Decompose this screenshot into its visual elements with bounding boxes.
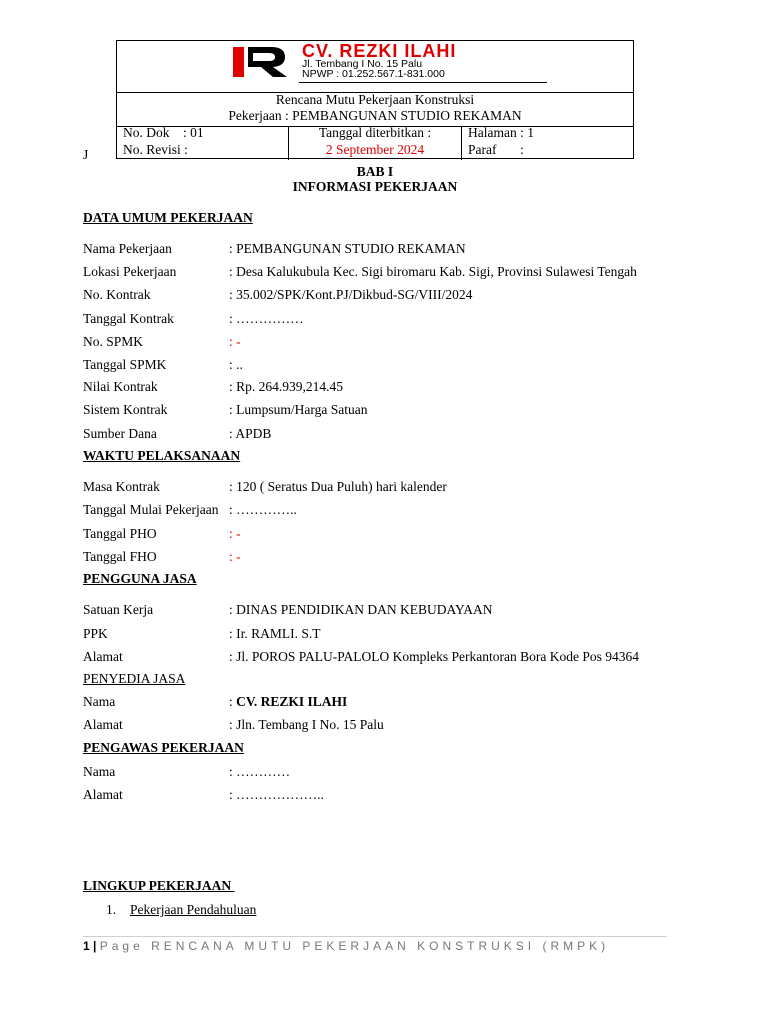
header-title-row — [117, 92, 633, 127]
row-value: : Jl. POROS PALU-PALOLO Kompleks Perkantoran Bora Kode Pos 94364 — [229, 649, 640, 664]
row-value: : Desa Kalukubula Kec. Sigi biromaru Kab. Sigi, Provinsi Sulawesi Tengah — [229, 264, 637, 279]
project-line: Pekerjaan : PEMBANGUNAN STUDIO REKAMAN — [228, 108, 522, 123]
row-value — [229, 694, 347, 710]
row-value: : - — [229, 334, 241, 349]
header-logo-row — [117, 41, 633, 93]
row-label: Satuan Kerja — [83, 602, 154, 617]
row-value: : .. — [229, 357, 243, 372]
section-heading-lingkup: LINGKUP PEKERJAAN — [83, 878, 235, 893]
colon: : — [229, 694, 237, 709]
row-label: Tanggal Mulai Pekerjaan — [83, 502, 219, 517]
section-heading-pengawas: PENGAWAS PEKERJAAN — [83, 740, 244, 755]
row-value: : Lumpsum/Harga Satuan — [229, 402, 368, 417]
row-label: Nilai Kontrak — [83, 379, 158, 394]
footer-separator: | — [89, 939, 100, 953]
row-label: Lokasi Pekerjaan — [83, 264, 177, 279]
tanggal-value: 2 September 2024 — [325, 142, 425, 157]
halaman: Halaman : 1 — [468, 125, 534, 140]
document-header-table — [116, 40, 634, 159]
no-dok: No. Dok : 01 — [123, 125, 204, 140]
company-logo-icon — [231, 45, 289, 79]
row-value: : PEMBANGUNAN STUDIO REKAMAN — [229, 241, 466, 256]
section-heading-pengguna: PENGGUNA JASA — [83, 571, 197, 586]
section-heading-penyedia: PENYEDIA JASA — [83, 671, 186, 686]
row-label: Tanggal FHO — [83, 549, 157, 564]
row-value: : APDB — [229, 426, 272, 441]
divider — [461, 126, 462, 160]
row-label: No. Kontrak — [83, 287, 151, 302]
row-label: Nama Pekerjaan — [83, 241, 172, 256]
row-value: : ………….. — [229, 502, 297, 517]
list-item-number: 1. — [106, 902, 117, 917]
section-heading-data-umum: DATA UMUM PEKERJAAN — [83, 210, 253, 225]
row-label: No. SPMK — [83, 334, 144, 349]
row-value: : Ir. RAMLI. S.T — [229, 626, 321, 641]
row-label: Alamat — [83, 717, 123, 732]
chapter-number: BAB I — [356, 164, 394, 179]
row-label: Nama — [83, 694, 116, 709]
row-label: Tanggal Kontrak — [83, 311, 174, 326]
row-value: : Jln. Tembang I No. 15 Palu — [229, 717, 384, 732]
row-value: : 120 ( Seratus Dua Puluh) hari kalender — [229, 479, 447, 494]
row-label: Nama — [83, 764, 116, 779]
row-label: Alamat — [83, 649, 123, 664]
company-name: CV. REZKI ILAHI — [302, 41, 457, 61]
logo-underline — [299, 82, 547, 83]
doc-title: Rencana Mutu Pekerjaan Konstruksi — [275, 92, 475, 107]
row-value: : …………… — [229, 311, 304, 326]
row-value: : DINAS PENDIDIKAN DAN KEBUDAYAAN — [229, 602, 493, 617]
row-label: Alamat — [83, 787, 123, 802]
row-label: Sistem Kontrak — [83, 402, 168, 417]
margin-mark: J — [83, 147, 89, 162]
header-info-row — [117, 126, 633, 160]
penyedia-name: CV. REZKI ILAHI — [236, 694, 348, 709]
row-value: : - — [229, 526, 241, 541]
list-item-label: Pekerjaan Pendahuluan — [130, 902, 257, 917]
tanggal-label: Tanggal diterbitkan : — [318, 125, 432, 140]
company-npwp: NPWP : 01.252.567.1-831.000 — [302, 68, 445, 80]
row-value: : 35.002/SPK/Kont.PJ/Dikbud-SG/VIII/2024 — [229, 287, 473, 302]
row-value: : ………… — [229, 764, 291, 779]
row-label: Tanggal SPMK — [83, 357, 167, 372]
row-label: PPK — [83, 626, 108, 641]
section-heading-waktu: WAKTU PELAKSANAAN — [83, 448, 241, 463]
footer-page-label: Page RENCANA MUTU PEKERJAAN KONSTRUKSI (RMPK) — [99, 939, 610, 953]
company-address: Jl. Tembang I No. 15 Palu — [302, 58, 423, 70]
row-value: : - — [229, 549, 241, 564]
page-footer — [83, 936, 667, 953]
no-revisi: No. Revisi : — [123, 142, 188, 157]
row-label: Masa Kontrak — [83, 479, 160, 494]
row-label: Tanggal PHO — [83, 526, 157, 541]
row-label: Sumber Dana — [83, 426, 157, 441]
row-value: : ……………….. — [229, 787, 324, 802]
page-number: 1 — [83, 939, 90, 953]
chapter-title: INFORMASI PEKERJAAN — [292, 179, 458, 194]
row-value: : Rp. 264.939,214.45 — [229, 379, 344, 394]
paraf: Paraf : — [468, 142, 524, 157]
